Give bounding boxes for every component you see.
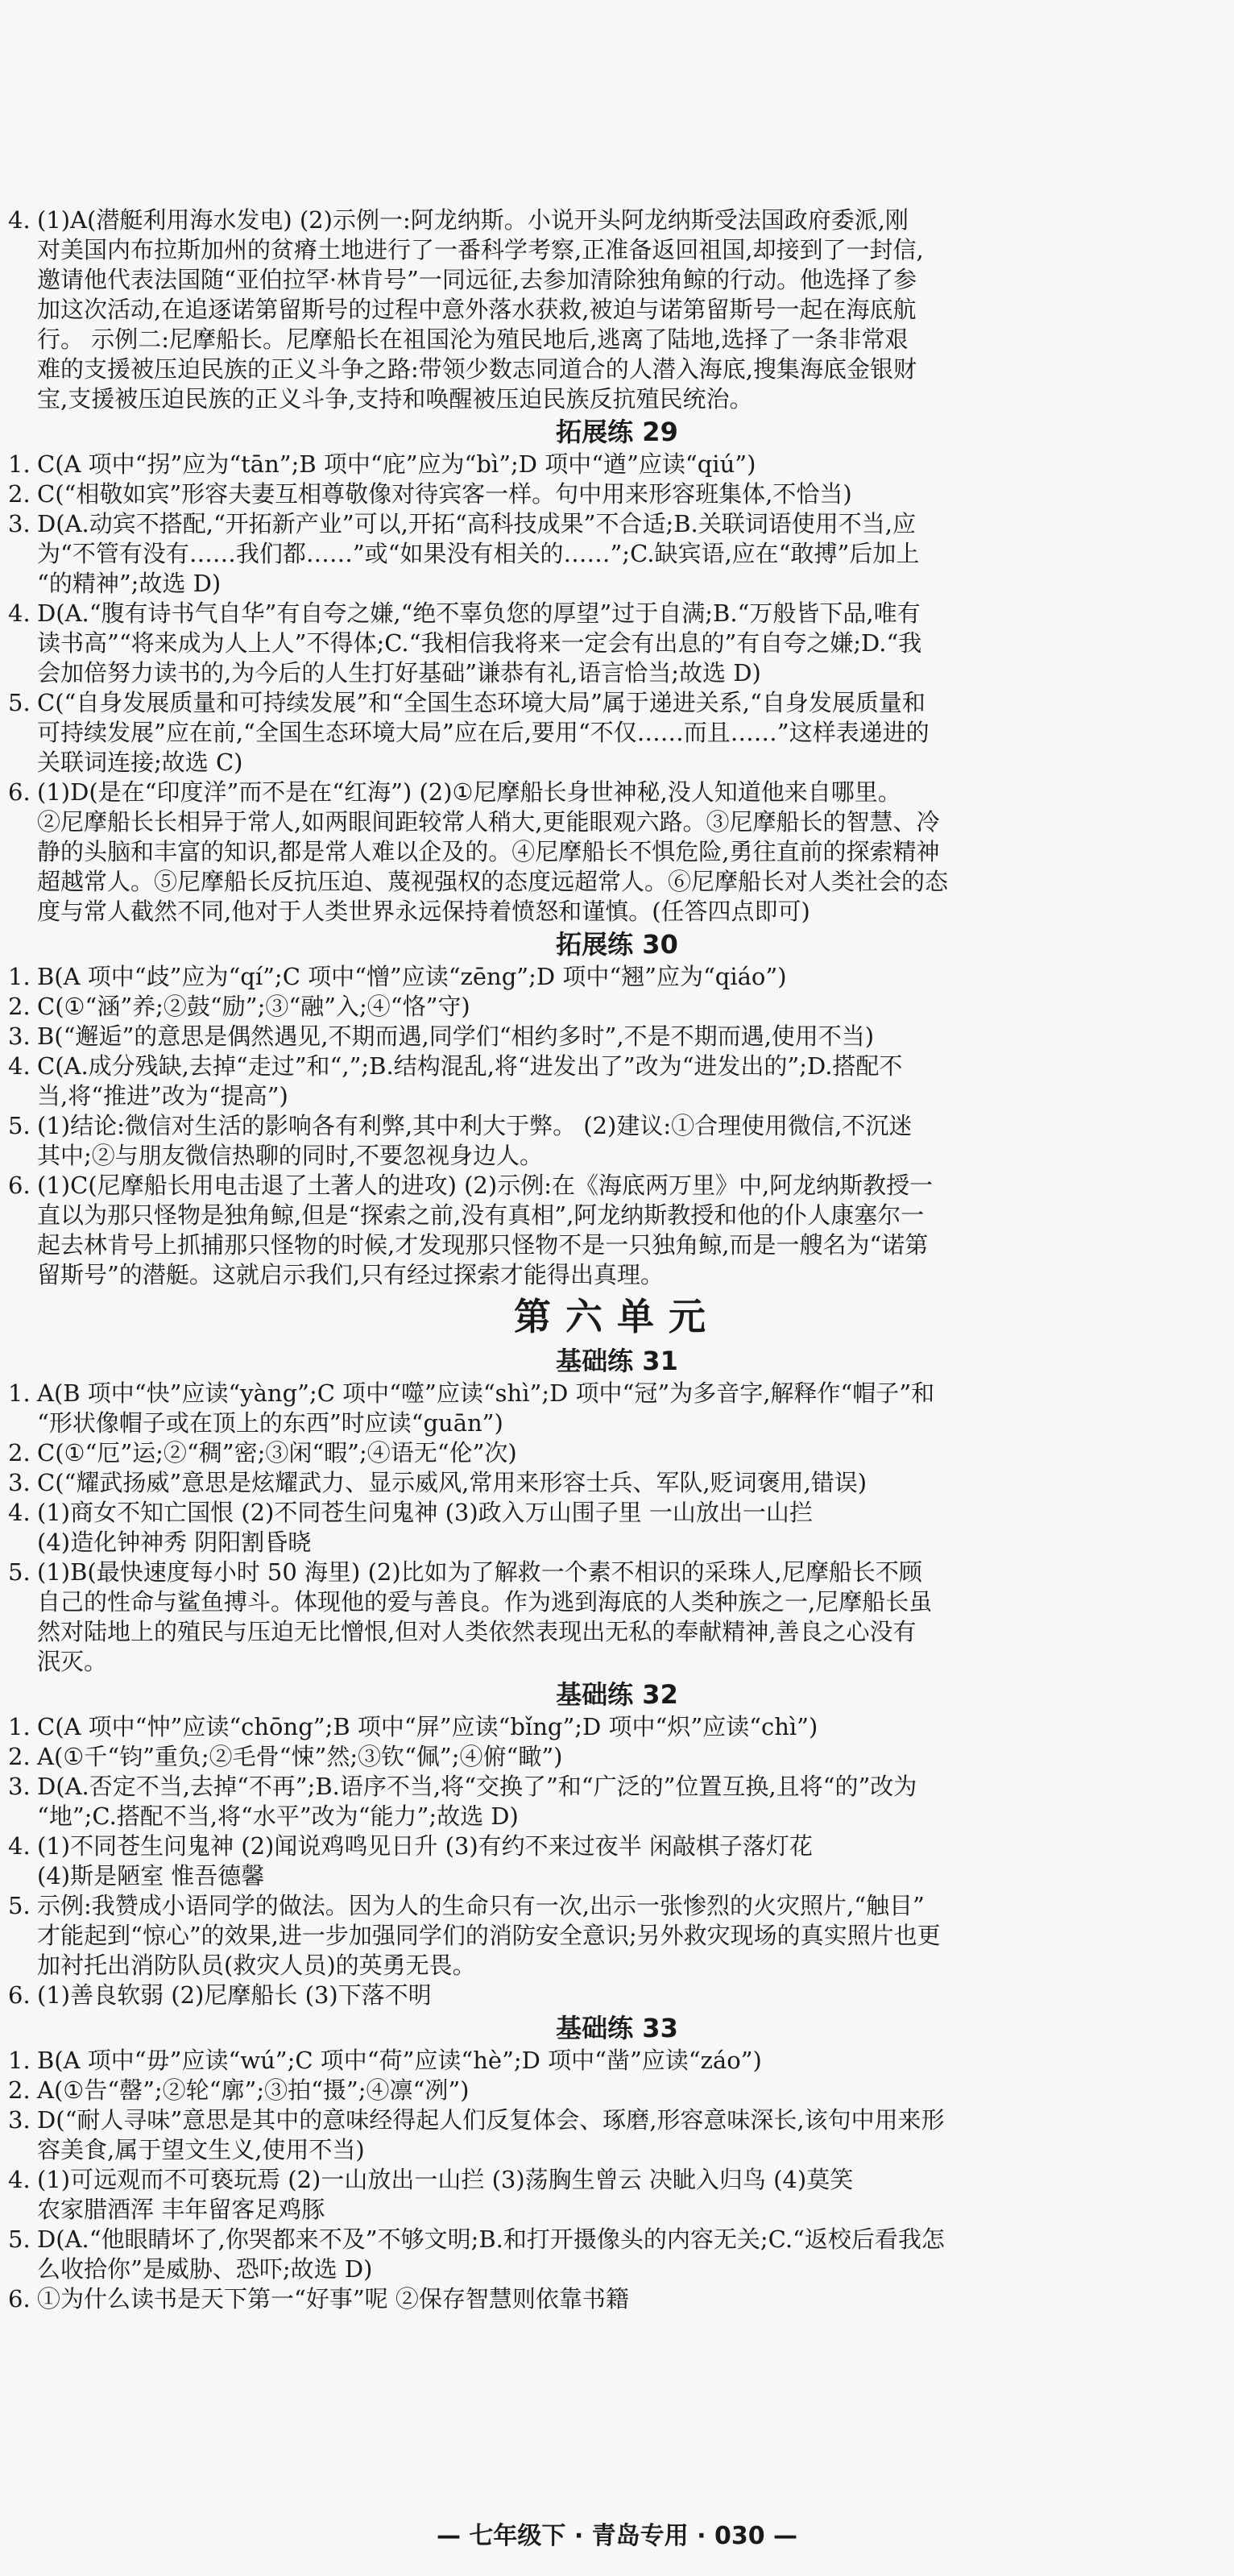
- answer-continuation-line: [0, 748, 1234, 778]
- answer-item-line: [0, 1772, 1234, 1802]
- section-heading: 基础练 32: [556, 1679, 678, 1710]
- answer-item-line: [0, 1111, 1234, 1141]
- answer-text: 加衬托出消防队员(救灾人员)的英勇无畏。: [37, 1952, 476, 1979]
- answer-item-line: [0, 2076, 1234, 2105]
- answer-text: 邀请他代表法国随“亚伯拉罕·林肯号”一同远征,去参加清除独角鲸的行动。他选择了参: [37, 266, 917, 293]
- answer-text: 自己的性命与鲨鱼搏斗。体现他的爱与善良。作为逃到海底的人类种族之一,尼摩船长虽: [37, 1588, 933, 1616]
- answer-text: 超越常人。⑤尼摩船长反抗压迫、蔑视强权的态度远超常人。⑥尼摩船长对人类社会的态: [37, 868, 949, 895]
- answer-text: (1)D(是在“印度洋”而不是在“红海”) (2)①尼摩船长身世神秘,没人知道他来自哪里。: [37, 778, 901, 806]
- answer-continuation-line: [0, 897, 1234, 927]
- item-number: 2.: [8, 1743, 31, 1770]
- answer-continuation-line: [0, 1528, 1234, 1558]
- answer-item-line: [0, 205, 1234, 235]
- answer-continuation-line: [0, 1260, 1234, 1290]
- answer-item-line: [0, 2284, 1234, 2314]
- answer-continuation-line: [0, 355, 1234, 384]
- answer-text: C(“自身发展质量和可持续发展”和“全国生态环境大局”属于递进关系,“自身发展质量和: [37, 689, 926, 716]
- section-heading: 拓展练 30: [556, 929, 678, 960]
- item-number: 5.: [8, 689, 31, 716]
- answer-text: C(A 项中“拐”应为“tān”;B 项中“庇”应为“bì”;D 项中“遒”应读“qiú”): [37, 450, 756, 478]
- answer-text: A(①告“罄”;②轮“廓”;③拍“摄”;④凛“冽”): [37, 2076, 470, 2104]
- answer-text: 留斯号”的潜艇。这就启示我们,只有经过探索才能得出真理。: [37, 1261, 665, 1288]
- answer-item-line: [0, 2165, 1234, 2195]
- answer-continuation-line: [0, 1408, 1234, 1438]
- answer-item-line: [0, 1558, 1234, 1587]
- item-number: 2.: [8, 993, 31, 1020]
- page-footer: — 七年级下 · 青岛专用 · 030 —: [436, 2522, 798, 2550]
- answer-text: D(“耐人寻味”意思是其中的意味经得起人们反复体会、琢磨,形容意味深长,该句中用来形: [37, 2106, 945, 2134]
- answer-text: 关联词连接;故选 C): [37, 749, 243, 776]
- item-number: 4.: [8, 2166, 31, 2193]
- answer-item-line: [0, 509, 1234, 539]
- answer-item-line: [0, 450, 1234, 479]
- answer-text: 行。 示例二:尼摩船长。尼摩船长在祖国沦为殖民地后,逃离了陆地,选择了一条非常艰: [37, 326, 909, 353]
- item-number: 6.: [8, 2285, 31, 2313]
- answer-continuation-line: [0, 1802, 1234, 1831]
- answer-text: D(A.“他眼睛坏了,你哭都来不及”不够文明;B.和打开摄像头的内容无关;C.“返校后看我怎: [37, 2225, 945, 2253]
- item-number: 3.: [8, 1023, 31, 1050]
- section-heading: 拓展练 29: [556, 417, 678, 447]
- answer-text: 容美食,属于望文生义,使用不当): [37, 2136, 365, 2163]
- answer-text: 静的头脑和丰富的知识,都是常人难以企及的。④尼摩船长不惧危险,勇往直前的探索精神: [37, 838, 940, 865]
- answer-continuation-line: [0, 1081, 1234, 1111]
- answer-text: 为“不管有没有……我们都……”或“如果没有相关的……”;C.缺宾语,应在“敢搏”后加上: [37, 540, 920, 567]
- answer-text: “地”;C.搭配不当,将“水平”改为“能力”;故选 D): [37, 1802, 519, 1830]
- item-number: 3.: [8, 1469, 31, 1496]
- answer-text: 示例:我赞成小语同学的做法。因为人的生命只有一次,出示一张惨烈的火灾照片,“触目”: [37, 1892, 925, 1919]
- answer-text: B(A 项中“歧”应为“qí”;C 项中“憎”应读“zēng”;D 项中“翘”应为“qiáo”): [37, 963, 787, 990]
- answer-continuation-line: [0, 295, 1234, 325]
- answer-item-line: [0, 599, 1234, 628]
- item-number: 3.: [8, 1773, 31, 1800]
- answer-continuation-line: [0, 265, 1234, 295]
- item-number: 2.: [8, 2076, 31, 2104]
- answer-text: (1)善良软弱 (2)尼摩船长 (3)下落不明: [37, 1981, 432, 2009]
- answer-text: C(①“厄”运;②“稠”密;③闲“暇”;④语无“伦”次): [37, 1439, 517, 1466]
- answer-continuation-line: [0, 1951, 1234, 1981]
- answer-continuation-line: [0, 539, 1234, 569]
- answer-continuation-line: [0, 1647, 1234, 1677]
- answer-text: (4)造化钟神秀 阴阳割昏晓: [37, 1529, 312, 1556]
- answer-item-line: [0, 1379, 1234, 1408]
- item-number: 2.: [8, 1439, 31, 1466]
- answer-text: C(“相敬如宾”形容夫妻互相尊敬像对待宾客一样。句中用来形容班集体,不恰当): [37, 480, 852, 508]
- item-number: 3.: [8, 2106, 31, 2134]
- answer-content: [0, 205, 1234, 2314]
- answer-text: (1)商女不知亡国恨 (2)不同苍生问鬼神 (3)政入万山围子里 一山放出一山拦: [37, 1499, 813, 1526]
- unit-title: 第六单元: [514, 1295, 720, 1338]
- item-number: 2.: [8, 480, 31, 508]
- item-number: 3.: [8, 510, 31, 537]
- answer-item-line: [0, 2046, 1234, 2076]
- answer-continuation-line: [0, 837, 1234, 867]
- answer-continuation-line: [0, 569, 1234, 599]
- answer-item-line: [0, 1468, 1234, 1498]
- item-number: 6.: [8, 778, 31, 806]
- answer-text: ①为什么读书是天下第一“好事”呢 ②保存智慧则依靠书籍: [37, 2285, 629, 2313]
- item-number: 1.: [8, 963, 31, 990]
- answer-continuation-line: [0, 325, 1234, 355]
- item-number: 1.: [8, 450, 31, 478]
- answer-continuation-line: [0, 2255, 1234, 2284]
- answer-text: D(A.否定不当,去掉“不再”;B.语序不当,将“交换了”和“广泛的”位置互换,且将“的”改为: [37, 1773, 917, 1800]
- answer-continuation-line: [0, 2135, 1234, 2165]
- answer-item-line: [0, 992, 1234, 1022]
- item-number: 5.: [8, 1558, 31, 1586]
- item-number: 6.: [8, 1981, 31, 2009]
- answer-text: 直以为那只怪物是独角鲸,但是“探索之前,没有真相”,阿龙纳斯教授和他的仆人康塞尔一: [37, 1201, 925, 1229]
- answer-item-line: [0, 2105, 1234, 2135]
- answer-text: (1)A(潜艇利用海水发电) (2)示例一:阿龙纳斯。小说开头阿龙纳斯受法国政府委派,刚: [37, 206, 909, 234]
- answer-continuation-line: [0, 235, 1234, 265]
- answer-continuation-line: [0, 807, 1234, 837]
- answer-item-line: [0, 1742, 1234, 1772]
- answer-continuation-line: [0, 384, 1234, 414]
- item-number: 1.: [8, 2047, 31, 2074]
- answer-text: “形状像帽子或在顶上的东西”时应读“guān”): [37, 1409, 503, 1437]
- answer-text: 当,将“推进”改为“提高”): [37, 1082, 288, 1110]
- answer-text: 度与常人截然不同,他对于人类世界永远保持着愤怒和谨慎。(任答四点即可): [37, 898, 810, 925]
- item-number: 5.: [8, 1112, 31, 1139]
- item-number: 4.: [8, 1052, 31, 1080]
- section-heading: 基础练 33: [556, 2013, 678, 2043]
- answer-item-line: [0, 479, 1234, 509]
- answer-item-line: [0, 1052, 1234, 1081]
- item-number: 4.: [8, 206, 31, 234]
- answer-text: 然对陆地上的殖民与压迫无比憎恨,但对人类依然表现出无私的奉献精神,善良之心没有: [37, 1618, 917, 1645]
- answer-text: 宝,支援被压迫民族的正义斗争,支持和唤醒被压迫民族反抗殖民统治。: [37, 385, 753, 413]
- answer-item-line: [0, 688, 1234, 718]
- answer-text: 起去林肯号上抓捕那只怪物的时候,才发现那只怪物不是一只独角鲸,而是一艘名为“诺第: [37, 1231, 929, 1259]
- answer-item-line: [0, 1022, 1234, 1052]
- answer-item-line: [0, 1171, 1234, 1201]
- answer-continuation-line: [0, 1141, 1234, 1171]
- answer-text: B(“邂逅”的意思是偶然遇见,不期而遇,同学们“相约多时”,不是不期而遇,使用不当): [37, 1023, 875, 1050]
- answer-item-line: [0, 778, 1234, 807]
- answer-text: D(A.动宾不搭配,“开拓新产业”可以,开拓“高科技成果”不合适;B.关联词语使用不当,应: [37, 510, 916, 537]
- item-number: 1.: [8, 1713, 31, 1740]
- answer-item-line: [0, 1981, 1234, 2010]
- answer-continuation-line: [0, 658, 1234, 688]
- answer-text: ②尼摩船长长相异于常人,如两眼间距较常人稍大,更能眼观六路。③尼摩船长的智慧、冷: [37, 808, 940, 836]
- answer-continuation-line: [0, 1921, 1234, 1951]
- item-number: 1.: [8, 1379, 31, 1407]
- answer-continuation-line: [0, 1230, 1234, 1260]
- answer-text: A(B 项中“快”应读“yàng”;C 项中“噬”应读“shì”;D 项中“冠”为多音字,解释作“帽子”和: [37, 1379, 935, 1407]
- item-number: 4.: [8, 1499, 31, 1526]
- answer-text: (1)B(最快速度每小时 50 海里) (2)比如为了解救一个素不相识的采珠人,尼摩船长不顾: [37, 1558, 922, 1586]
- answer-text: 才能起到“惊心”的效果,进一步加强同学们的消防安全意识;另外救灾现场的真实照片也更: [37, 1922, 941, 1949]
- answer-text: 可持续发展”应在前,“全国生态环境大局”应在后,要用“不仅……而且……”这样表递进的: [37, 719, 930, 746]
- item-number: 5.: [8, 2225, 31, 2253]
- item-number: 5.: [8, 1892, 31, 1919]
- answer-continuation-line: [0, 1617, 1234, 1647]
- item-number: 4.: [8, 1832, 31, 1860]
- answer-text: 加这次活动,在追逐诺第留斯号的过程中意外落水获救,被迫与诺第留斯号一起在海底航: [37, 296, 917, 323]
- answer-continuation-line: [0, 1201, 1234, 1230]
- answer-continuation-line: [0, 718, 1234, 748]
- answer-text: B(A 项中“毋”应读“wú”;C 项中“荷”应读“hè”;D 项中“凿”应读“záo”): [37, 2047, 762, 2074]
- item-number: 6.: [8, 1172, 31, 1199]
- answer-text: C(A.成分残缺,去掉“走过”和“,”;B.结构混乱,将“进发出了”改为“进发出的”;D.搭配不: [37, 1052, 903, 1080]
- answer-text: (1)结论:微信对生活的影响各有利弊,其中利大于弊。 (2)建议:①合理使用微信,不沉迷: [37, 1112, 913, 1139]
- answer-text: 难的支援被压迫民族的正义斗争之路:带领少数志同道合的人潜入海底,搜集海底金银财: [37, 355, 917, 383]
- answer-text: “的精神”;故选 D): [37, 570, 222, 597]
- section-heading: 基础练 31: [556, 1346, 678, 1376]
- answer-continuation-line: [0, 867, 1234, 897]
- answer-continuation-line: [0, 1587, 1234, 1617]
- answer-item-line: [0, 962, 1234, 992]
- answer-text: (4)斯是陋室 惟吾德馨: [37, 1862, 265, 1889]
- answer-item-line: [0, 1498, 1234, 1528]
- answer-text: 会加倍努力读书的,为今后的人生打好基础”谦恭有礼,语言恰当;故选 D): [37, 659, 761, 687]
- answer-text: 读书高”“将来成为人上人”不得体;C.“我相信我将来一定会有出息的”有自夸之嫌;D.“我: [37, 629, 922, 657]
- answer-item-line: [0, 1438, 1234, 1468]
- answer-text: 其中;②与朋友微信热聊的同时,不要忽视身边人。: [37, 1142, 543, 1169]
- answer-text: (1)C(尼摩船长用电击退了土著人的进攻) (2)示例:在《海底两万里》中,阿龙纳斯教授一: [37, 1172, 934, 1199]
- answer-item-line: [0, 2225, 1234, 2255]
- answer-text: 泯灭。: [37, 1648, 108, 1675]
- answer-text: 么收拾你”是威胁、恐吓;故选 D): [37, 2255, 373, 2283]
- answer-text: (1)不同苍生问鬼神 (2)闻说鸡鸣见日升 (3)有约不来过夜半 闲敲棋子落灯花: [37, 1832, 813, 1860]
- answer-text: 对美国内布拉斯加州的贫瘠土地进行了一番科学考察,正准备返回祖国,却接到了一封信,: [37, 236, 924, 263]
- answer-continuation-line: [0, 1861, 1234, 1891]
- answer-text: D(A.“腹有诗书气自华”有自夸之嫌,“绝不辜负您的厚望”过于自满;B.“万般皆下品,唯有: [37, 599, 921, 627]
- answer-text: C(①“涵”养;②鼓“励”;③“融”入;④“恪”守): [37, 993, 470, 1020]
- answer-text: (1)可远观而不可亵玩焉 (2)一山放出一山拦 (3)荡胸生曾云 决眦入归鸟 (4)莫笑: [37, 2166, 854, 2193]
- answer-continuation-line: [0, 2195, 1234, 2225]
- answer-text: 农家腊酒浑 丰年留客足鸡豚: [37, 2196, 325, 2223]
- answer-text: C(“耀武扬威”意思是炫耀武力、显示威风,常用来形容士兵、军队,贬词褒用,错误): [37, 1469, 868, 1496]
- answer-text: A(①千“钧”重负;②毛骨“悚”然;③钦“佩”;④俯“瞰”): [37, 1743, 563, 1770]
- answer-text: C(A 项中“忡”应读“chōng”;B 项中“屏”应读“bǐng”;D 项中“炽”应读“chì”): [37, 1713, 818, 1740]
- answer-item-line: [0, 1831, 1234, 1861]
- answer-item-line: [0, 1891, 1234, 1921]
- item-number: 4.: [8, 599, 31, 627]
- answer-item-line: [0, 1712, 1234, 1742]
- answer-continuation-line: [0, 628, 1234, 658]
